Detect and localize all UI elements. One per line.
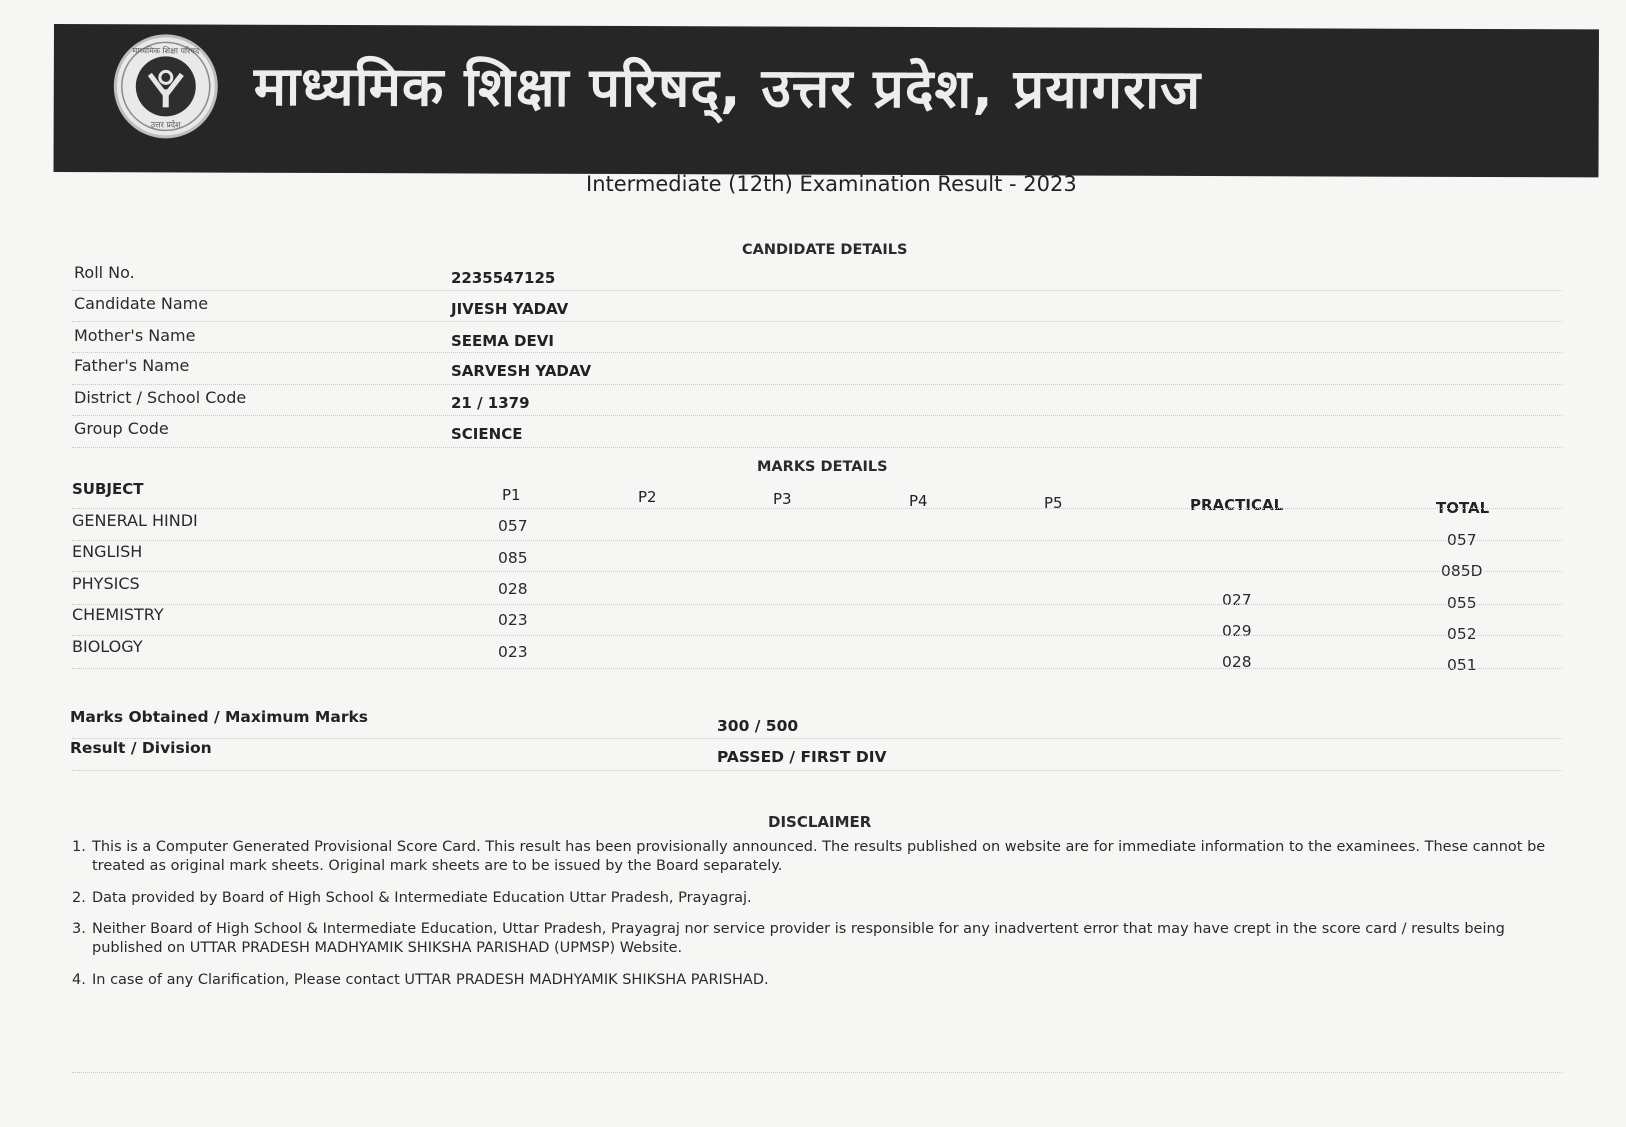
divider (72, 352, 1562, 353)
marks-details-heading: MARKS DETAILS (757, 459, 888, 475)
divider (72, 770, 1562, 771)
col-p1: P1 (502, 486, 521, 504)
mother-name-label: Mother's Name (74, 326, 196, 345)
practical-physics: 027 (1222, 591, 1252, 609)
subject-physics: PHYSICS (72, 574, 140, 593)
subject-biology: BIOLOGY (72, 637, 143, 656)
father-name-value: SARVESH YADAV (451, 362, 592, 380)
candidate-details-heading: CANDIDATE DETAILS (742, 242, 908, 258)
disclaimer-text: This is a Computer Generated Provisional Score Card. This result has been provisionally announced. The results published on website are for immediate information to the examinees. These cannot be treated as original mark sheets. Original mark sheets are to be issued by the Board separately. (92, 839, 1546, 874)
district-school-code-value: 21 / 1379 (451, 394, 530, 412)
logo-text-bottom: उत्तर प्रदेश (150, 120, 181, 130)
disclaimer-number: 1. (72, 839, 86, 855)
upmsp-emblem-icon (114, 34, 218, 138)
marks-obtained-value: 300 / 500 (717, 717, 799, 735)
result-division-value: PASSED / FIRST DIV (717, 748, 887, 766)
disclaimer-item (72, 838, 1562, 876)
divider (72, 668, 1562, 669)
disclaimer-heading: DISCLAIMER (768, 813, 872, 831)
practical-biology: 028 (1222, 653, 1252, 671)
divider (72, 508, 1562, 509)
divider (72, 540, 1562, 541)
marks-obtained-label: Marks Obtained / Maximum Marks (70, 708, 368, 726)
group-code-label: Group Code (74, 419, 169, 438)
col-p2: P2 (638, 488, 657, 506)
board-name-hindi: माध्यमिक शिक्षा परिषद्, उत्तर प्रदेश, प्रयागराज (253, 54, 1202, 122)
subject-english: ENGLISH (72, 542, 143, 561)
roll-no-label: Roll No. (74, 263, 135, 282)
result-division-label: Result / Division (70, 739, 212, 757)
subject-chemistry: CHEMISTRY (72, 605, 164, 624)
district-school-code-label: District / School Code (74, 388, 247, 407)
total-biology: 051 (1447, 656, 1477, 674)
disclaimer-number: 2. (72, 890, 86, 906)
divider (72, 571, 1562, 572)
divider (72, 604, 1562, 605)
disclaimer-number: 4. (72, 972, 86, 988)
total-english: 085D (1441, 562, 1483, 580)
disclaimer-item (72, 971, 1562, 990)
page-title: Intermediate (12th) Examination Result - 2023 (586, 172, 1077, 196)
col-p5: P5 (1044, 494, 1063, 512)
disclaimer-item (72, 889, 1562, 908)
candidate-name-value: JIVESH YADAV (451, 300, 569, 318)
father-name-label: Father's Name (74, 356, 190, 375)
disclaimer-text: Data provided by Board of High School & Intermediate Education Uttar Pradesh, Prayagraj. (92, 890, 752, 906)
logo-text-top: माध्यमिक शिक्षा परिषद (132, 46, 200, 56)
p1-general-hindi: 057 (498, 517, 528, 535)
disclaimer-number: 3. (72, 921, 86, 937)
divider (72, 384, 1562, 385)
divider (72, 1072, 1562, 1073)
divider (72, 447, 1562, 448)
emblem-graphic (117, 37, 215, 135)
total-physics: 055 (1447, 594, 1477, 612)
divider (72, 415, 1562, 416)
total-general-hindi: 057 (1447, 531, 1477, 549)
divider (72, 290, 1562, 291)
p1-biology: 023 (498, 643, 528, 661)
col-p3: P3 (773, 490, 792, 508)
disclaimer-text: In case of any Clarification, Please contact UTTAR PRADESH MADHYAMIK SHIKSHA PARISHAD. (92, 972, 769, 988)
p1-chemistry: 023 (498, 611, 528, 629)
col-subject: SUBJECT (72, 480, 144, 498)
subject-general-hindi: GENERAL HINDI (72, 511, 198, 530)
col-practical: PRACTICAL (1190, 496, 1284, 514)
group-code-value: SCIENCE (451, 425, 523, 443)
p1-english: 085 (498, 549, 528, 567)
divider (72, 738, 1562, 739)
divider (72, 635, 1562, 636)
disclaimer-text: Neither Board of High School & Intermediate Education, Uttar Pradesh, Prayagraj nor service provider is responsible for any inadvertent error that may have crept in the score card / results being published on UTTAR PRADESH MADHYAMIK SHIKSHA PARISHAD (UPMSP) Website. (92, 921, 1505, 956)
divider (72, 321, 1562, 322)
mother-name-value: SEEMA DEVI (451, 332, 554, 350)
total-chemistry: 052 (1447, 625, 1477, 643)
col-p4: P4 (909, 492, 928, 510)
disclaimer-item (72, 920, 1562, 958)
header-banner (53, 24, 1599, 177)
p1-physics: 028 (498, 580, 528, 598)
practical-chemistry: 029 (1222, 622, 1252, 640)
col-total: TOTAL (1436, 499, 1490, 517)
roll-no-value: 2235547125 (451, 269, 556, 287)
candidate-name-label: Candidate Name (74, 294, 209, 313)
